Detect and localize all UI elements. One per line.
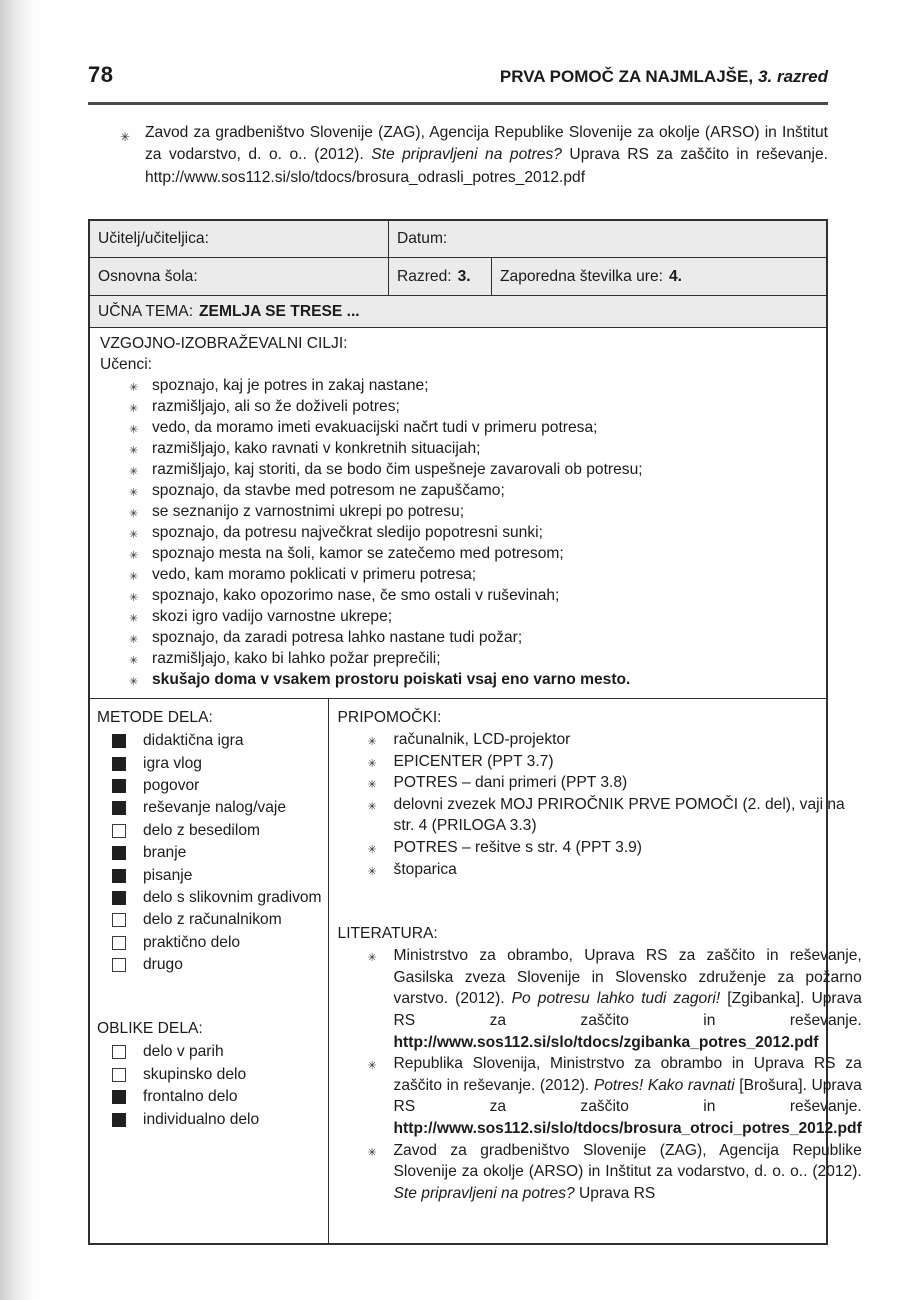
method-label: delo z besedilom (143, 821, 261, 839)
method-label: didaktična igra (143, 732, 244, 750)
checkbox-icon (112, 1068, 126, 1082)
goals-subheading: Učenci: (100, 356, 152, 373)
literature-text: Republika Slovenija, Ministrstvo za obrambo in Uprava RS za zaščito in reševanje. (2012). Potres! Kako ravnati [Brošura]. Uprava RS za zaščito in reševanje. http://www.sos112.si/slo/tdocs/brosura_otroci_potres_2012.pdf (393, 1055, 862, 1137)
checkbox-icon (112, 958, 126, 972)
goal-item (100, 564, 816, 585)
goal-item (100, 543, 816, 564)
table-row-school-class (90, 258, 826, 296)
methods-column (90, 699, 329, 1243)
literature-list (338, 945, 864, 1204)
asterisk-bullet-icon: ✳ (120, 130, 131, 144)
asterisk-bullet-icon: ✳ (129, 508, 139, 520)
asterisk-bullet-icon: ✳ (367, 757, 377, 770)
checkbox-icon (112, 869, 126, 883)
method-item (97, 752, 322, 774)
work-forms-list (97, 1041, 322, 1131)
goal-text: razmišljajo, kako bi lahko požar preprečili; (152, 650, 441, 667)
asterisk-bullet-icon: ✳ (129, 445, 139, 457)
work-form-label: individualno delo (143, 1110, 260, 1128)
asterisk-bullet-icon: ✳ (367, 843, 377, 856)
material-text: POTRES – dani primeri (PPT 3.8) (393, 774, 628, 792)
goal-item (100, 648, 816, 669)
school-cell: Osnovna šola: (90, 258, 389, 295)
method-label: reševanje nalog/vaje (143, 799, 287, 817)
method-label: praktično delo (143, 933, 241, 951)
table-row-bottom (90, 699, 862, 1243)
page-header (88, 62, 828, 88)
material-text: delovni zvezek MOJ PRIROČNIK PRVE POMOČI (2. del), vaji na str. 4 (PRILOGA 3.3) (393, 795, 845, 835)
method-item (97, 932, 322, 954)
checkbox-icon (112, 1045, 126, 1059)
method-item (97, 820, 322, 842)
goal-text: vedo, da moramo imeti evakuacijski načrt tudi v primeru potresa; (152, 419, 598, 436)
checkbox-icon (112, 734, 126, 748)
topic-label: UČNA TEMA: (98, 302, 194, 320)
methods-heading: METODE DELA: (97, 709, 213, 726)
page-title-suffix: 3. razred (758, 67, 828, 86)
work-form-label: frontalno delo (143, 1088, 238, 1106)
asterisk-bullet-icon: ✳ (129, 550, 139, 562)
method-item (97, 730, 322, 752)
header-rule (88, 102, 828, 105)
asterisk-bullet-icon: ✳ (129, 655, 139, 667)
goal-text: spoznajo mesta na šoli, kamor se zatečemo med potresom; (152, 545, 564, 562)
goal-item (100, 585, 816, 606)
asterisk-bullet-icon: ✳ (129, 592, 139, 604)
checkbox-icon (112, 846, 126, 860)
goal-item (100, 417, 816, 438)
work-form-item (97, 1041, 322, 1063)
goals-list (100, 375, 816, 690)
asterisk-bullet-icon: ✳ (129, 613, 139, 625)
goal-item (100, 606, 816, 627)
method-item (97, 909, 322, 931)
goal-item (100, 522, 816, 543)
goal-text: spoznajo, kaj je potres in zakaj nastane; (152, 377, 429, 394)
work-form-item (97, 1086, 322, 1108)
literature-item (338, 945, 864, 1053)
table-row-topic (90, 296, 826, 328)
material-text: POTRES – rešitve s str. 4 (PPT 3.9) (393, 838, 642, 856)
work-form-item (97, 1108, 322, 1130)
goal-text: vedo, kam moramo poklicati v primeru potresa; (152, 566, 477, 583)
method-item (97, 842, 322, 864)
method-item (97, 864, 322, 886)
page-title-main: PRVA POMOČ ZA NAJMLAJŠE, (499, 67, 754, 86)
work-form-item (97, 1064, 322, 1086)
material-text: štoparica (393, 860, 457, 878)
sequence-value: 4. (668, 267, 682, 285)
reference-text: Zavod za gradbeništvo Slovenije (ZAG), Agencija Republike Slovenije za okolje (ARSO) in Inštitut za vodarstvo, d. o. o.. (2012). Ste pripravljeni na potres? Uprava RS za zaščito in reševanje. http://www.sos112.si/slo/tdocs/brosura_odrasli_potres_2012.pdf (145, 124, 828, 186)
asterisk-bullet-icon: ✳ (129, 382, 139, 394)
asterisk-bullet-icon: ✳ (129, 529, 139, 541)
goal-item (100, 480, 816, 501)
class-value: 3. (457, 267, 471, 285)
teacher-cell: Učitelj/učiteljica: (90, 221, 389, 257)
asterisk-bullet-icon: ✳ (367, 865, 377, 878)
goal-text: se seznanijo z varnostnimi ukrepi po potresu; (152, 503, 465, 520)
goals-heading: VZGOJNO-IZOBRAŽEVALNI CILJI: (100, 335, 348, 352)
work-form-label: delo v parih (143, 1043, 224, 1061)
goal-text: spoznajo, kako opozorimo nase, če smo ostali v ruševinah; (152, 587, 560, 604)
goal-text: razmišljajo, ali so že doživeli potres; (152, 398, 400, 415)
asterisk-bullet-icon: ✳ (129, 403, 139, 415)
asterisk-bullet-icon: ✳ (367, 952, 377, 965)
sequence-cell (492, 258, 826, 295)
material-item (338, 837, 864, 859)
method-label: pogovor (143, 776, 200, 794)
class-cell (389, 258, 492, 295)
checkbox-icon (112, 801, 126, 815)
asterisk-bullet-icon: ✳ (129, 571, 139, 583)
material-text: računalnik, LCD-projektor (393, 731, 571, 748)
date-cell: Datum: (389, 221, 826, 257)
materials-literature-column (329, 699, 874, 1243)
goal-item (100, 375, 816, 396)
checkbox-icon (112, 757, 126, 771)
asterisk-bullet-icon: ✳ (367, 1060, 377, 1073)
methods-list (97, 730, 322, 976)
material-text: EPICENTER (PPT 3.7) (393, 752, 554, 770)
sequence-label: Zaporedna številka ure: (500, 267, 663, 285)
material-item (338, 729, 864, 751)
materials-heading: PRIPOMOČKI: (337, 709, 442, 726)
goal-text: spoznajo, da stavbe med potresom ne zapuščamo; (152, 482, 505, 499)
method-label: pisanje (143, 866, 193, 884)
asterisk-bullet-icon: ✳ (129, 634, 139, 646)
method-item (97, 887, 322, 909)
method-item (97, 775, 322, 797)
method-label: delo s slikovnim gradivom (143, 888, 322, 906)
goal-item (100, 627, 816, 648)
asterisk-bullet-icon: ✳ (129, 466, 139, 478)
work-form-label: skupinsko delo (143, 1065, 247, 1083)
goal-text: spoznajo, da potresu največkrat sledijo popotresni sunki; (152, 524, 543, 541)
checkbox-icon (112, 913, 126, 927)
reference-paragraph (88, 122, 828, 189)
goal-item (100, 459, 816, 480)
goal-item (100, 438, 816, 459)
goal-text: spoznajo, da zaradi potresa lahko nastane tudi požar; (152, 629, 523, 646)
lesson-plan-table (88, 219, 862, 1245)
goal-item (100, 501, 816, 522)
goal-item (100, 396, 816, 417)
topic-value: ZEMLJA SE TRESE ... (199, 302, 360, 320)
method-item (97, 954, 322, 976)
literature-item (338, 1053, 864, 1139)
class-label: Razred: (397, 267, 452, 285)
method-label: igra vlog (143, 754, 202, 772)
asterisk-bullet-icon: ✳ (129, 676, 139, 688)
literature-text: Ministrstvo za obrambo, Uprava RS za zaščito in reševanje, Gasilska zveza Slovenije in Slovensko združenje za požarno varstvo. (2012). Po potresu lahko tudi zagori! [Zgibanka]. Uprava RS za zaščito in reševanje. http://www.sos112.si/slo/tdocs/zgibanka_potres_2012.pdf (393, 947, 862, 1051)
page-number: 78 (88, 62, 114, 87)
page-title (500, 67, 828, 87)
literature-item (338, 1140, 864, 1205)
asterisk-bullet-icon: ✳ (367, 1146, 377, 1159)
goal-text: skušajo doma v vsakem prostoru poiskati vsaj eno varno mesto. (152, 671, 631, 688)
work-forms-heading: OBLIKE DELA: (97, 1020, 203, 1038)
literature-heading: LITERATURA: (337, 925, 438, 943)
asterisk-bullet-icon: ✳ (367, 736, 377, 748)
topic-cell (90, 296, 826, 327)
literature-text: Zavod za gradbeništvo Slovenije (ZAG), Agencija Republike Slovenije za okolje (ARSO) in Inštitut za vodarstvo, d. o. o.. (2012). Ste pripravljeni na potres? Uprava RS (393, 1141, 862, 1202)
goals-cell (90, 328, 826, 699)
checkbox-icon (112, 936, 126, 950)
method-label: delo z računalnikom (143, 911, 282, 929)
material-item (338, 751, 864, 773)
asterisk-bullet-icon: ✳ (129, 424, 139, 436)
asterisk-bullet-icon: ✳ (129, 487, 139, 499)
checkbox-icon (112, 1113, 126, 1127)
asterisk-bullet-icon: ✳ (367, 779, 377, 792)
material-item (338, 859, 864, 881)
checkbox-icon (112, 779, 126, 793)
method-label: branje (143, 844, 187, 862)
asterisk-bullet-icon: ✳ (367, 800, 377, 813)
method-label: drugo (143, 956, 183, 974)
goal-text: razmišljajo, kako ravnati v konkretnih situacijah; (152, 440, 481, 457)
goal-text: razmišljajo, kaj storiti, da se bodo čim uspešneje zavarovali ob potresu; (152, 461, 643, 478)
checkbox-icon (112, 1090, 126, 1104)
method-item (97, 797, 322, 819)
checkbox-icon (112, 891, 126, 905)
material-item (338, 772, 864, 794)
material-item (338, 794, 864, 837)
checkbox-icon (112, 824, 126, 838)
goal-text: skozi igro vadijo varnostne ukrepe; (152, 608, 393, 625)
table-row-teacher-date (90, 221, 826, 258)
goal-item (100, 669, 816, 690)
scan-edge-shadow (0, 0, 34, 1300)
materials-list (338, 729, 864, 880)
